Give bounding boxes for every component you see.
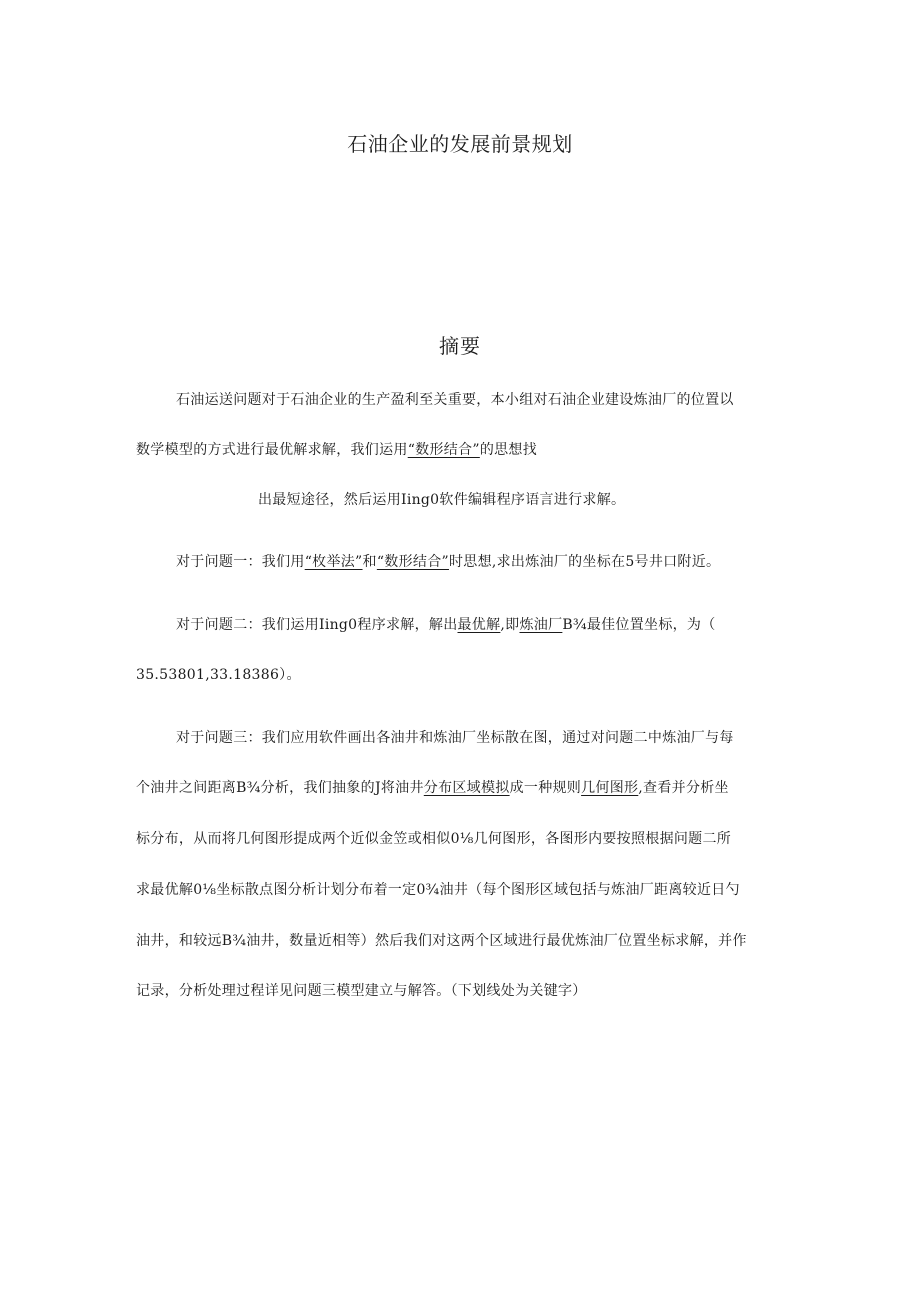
para4-line2 bbox=[136, 778, 729, 798]
para4-line2-text-b: 成一种规则 bbox=[509, 780, 582, 796]
para1-line2-tail: 的思想找 bbox=[479, 442, 538, 458]
para2-text-b: 和 bbox=[362, 554, 377, 570]
abstract-heading: 摘要 bbox=[439, 334, 481, 358]
para4-line2-text-c: ,查看并分析坐 bbox=[638, 780, 729, 796]
keyword-meijufa: “枚举法” bbox=[304, 554, 363, 570]
keyword-shuxing-jiehe-2: “数形结合” bbox=[376, 554, 449, 570]
keyword-lianyouchang: 炼油厂 bbox=[519, 617, 563, 633]
para1-line1: 石油运送问题对于石油企业的生产盈利至关重要，本小组对石油企业建设炼油厂的位置以 bbox=[176, 392, 734, 408]
keyword-zuiyoujie: 最优解 bbox=[457, 617, 501, 633]
para3-text-c: B¾最佳位置坐标，为（ bbox=[562, 617, 716, 633]
para4-line5: 油井，和较远B¾油井，数量近相等）然后我们对这两个区域进行最优炼油厂位置坐标求解，并作 bbox=[136, 933, 747, 949]
para4-line3: 标分布，从而将几何图形提成两个近似金笠或相似0⅛几何图形，各图形内要按照根据问题二所 bbox=[136, 831, 732, 847]
para2-text-c: 时思想,求出炼油厂的坐标在5号井口附近。 bbox=[448, 554, 721, 570]
keyword-shuxing-jiehe: “数形结合” bbox=[407, 442, 480, 458]
document-title: 石油企业的发展前景规划 bbox=[347, 132, 573, 156]
para3-line1 bbox=[176, 615, 716, 635]
para4-line1: 对于问题三：我们应用软件画出各油井和炼油厂坐标散在图，通过对问题二中炼油厂与每 bbox=[176, 730, 734, 746]
para1-line2-text: 数学模型的方式进行最优解求解，我们运用 bbox=[136, 442, 408, 458]
para1-line3: 出最短途径，然后运用Iing0软件编辑程序语言进行求解。 bbox=[258, 492, 626, 508]
para3-text-a: 对于问题二：我们运用Iing0程序求解，解出 bbox=[176, 617, 458, 633]
para2-line1 bbox=[176, 552, 720, 572]
para4-line6: 记录，分析处理过程详见问题三模型建立与解答。（下划线处为关键字） bbox=[136, 983, 587, 999]
keyword-jihe-tuxing: 几何图形 bbox=[581, 780, 639, 796]
para4-line2-text-a: 个油井之间距离B¾分析，我们抽象的J将油井 bbox=[136, 780, 424, 796]
keyword-fenbu-quyu-moni: 分布区域模拟 bbox=[423, 780, 510, 796]
para3-line2: 35.53801,33.18386）。 bbox=[136, 667, 301, 683]
para4-line4: 求最优解0⅛坐标散点图分析计划分布着一定0¾油井（每个图形区域包括与炼油厂距离较近日勺 bbox=[136, 882, 740, 898]
para2-text-a: 对于问题一：我们用 bbox=[176, 554, 305, 570]
para1-line2 bbox=[136, 440, 537, 460]
para3-text-b: ,即 bbox=[500, 617, 520, 633]
